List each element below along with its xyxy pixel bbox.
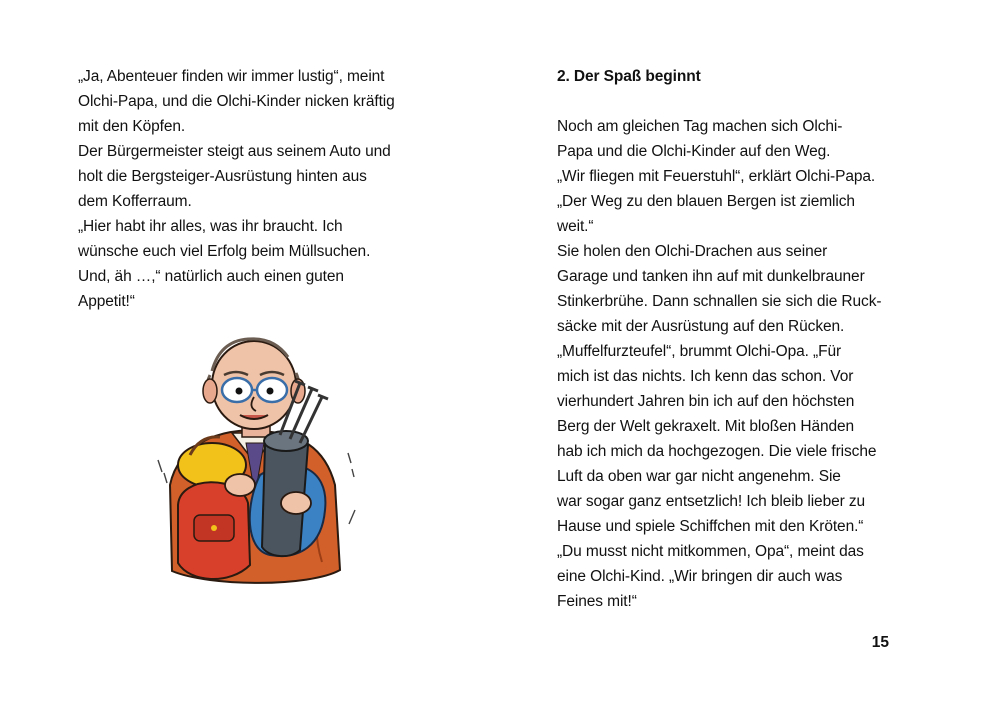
text-line: Appetit!“ (78, 293, 135, 310)
text-line: „Der Weg zu den blauen Bergen ist ziemlich (557, 193, 855, 210)
text-line: holt die Bergsteiger-Ausrüstung hinten aus (78, 168, 367, 185)
right-page (500, 0, 1000, 709)
text-line: wünsche euch viel Erfolg beim Müllsuchen. (78, 243, 371, 260)
text-line: war sogar ganz entsetzlich! Ich bleib lieber zu (557, 493, 866, 510)
text-line: Garage und tanken ihn auf mit dunkelbrauner (557, 268, 865, 285)
text-line: eine Olchi-Kind. „Wir bringen dir auch was (557, 568, 843, 585)
text-line: „Ja, Abenteuer finden wir immer lustig“, meint (78, 68, 385, 85)
text-line: mit den Köpfen. (78, 118, 186, 135)
text-line: mich ist das nichts. Ich kenn das schon. Vor (557, 368, 854, 385)
text-line: Luft da oben war gar nicht angenehm. Sie (557, 468, 841, 485)
text-line: Sie holen den Olchi-Drachen aus seiner (557, 243, 828, 260)
text-line: „Muffelfurzteufel“, brummt Olchi-Opa. „Für (557, 343, 842, 360)
right-page-text (557, 64, 881, 614)
text-line: „Wir fliegen mit Feuerstuhl“, erklärt Olchi-Papa. (557, 168, 876, 185)
text-line: Feines mit!“ (557, 593, 637, 610)
text-line: Noch am gleichen Tag machen sich Olchi- (557, 118, 843, 135)
text-line: Berg der Welt gekraxelt. Mit bloßen Händen (557, 418, 855, 435)
text-line: Stinkerbrühe. Dann schnallen sie sich die Ruck- (557, 293, 882, 310)
text-line: „Du musst nicht mitkommen, Opa“, meint das (557, 543, 864, 560)
text-line: Papa und die Olchi-Kinder auf den Weg. (557, 143, 831, 160)
text-line: vierhundert Jahren bin ich auf den höchsten (557, 393, 855, 410)
chapter-heading: 2. Der Spaß beginnt (557, 68, 701, 85)
spacer (557, 89, 881, 114)
page-number: 15 (871, 634, 889, 651)
text-line: weit.“ (557, 218, 594, 235)
text-line: dem Kofferraum. (78, 193, 192, 210)
text-line: „Hier habt ihr alles, was ihr braucht. Ich (78, 218, 343, 235)
text-line: Und, äh …,“ natürlich auch einen guten (78, 268, 344, 285)
text-line: Olchi-Papa, und die Olchi-Kinder nicken kräftig (78, 93, 395, 110)
text-line: hab ich mich da hochgezogen. Die viele frische (557, 443, 877, 460)
text-line: Der Bürgermeister steigt aus seinem Auto und (78, 143, 391, 160)
text-line: säcke mit der Ausrüstung auf den Rücken. (557, 318, 845, 335)
text-line: Hause und spiele Schiffchen mit den Kröten.“ (557, 518, 864, 535)
man-with-backpacks-illustration (150, 335, 380, 610)
left-page-text (78, 64, 395, 314)
